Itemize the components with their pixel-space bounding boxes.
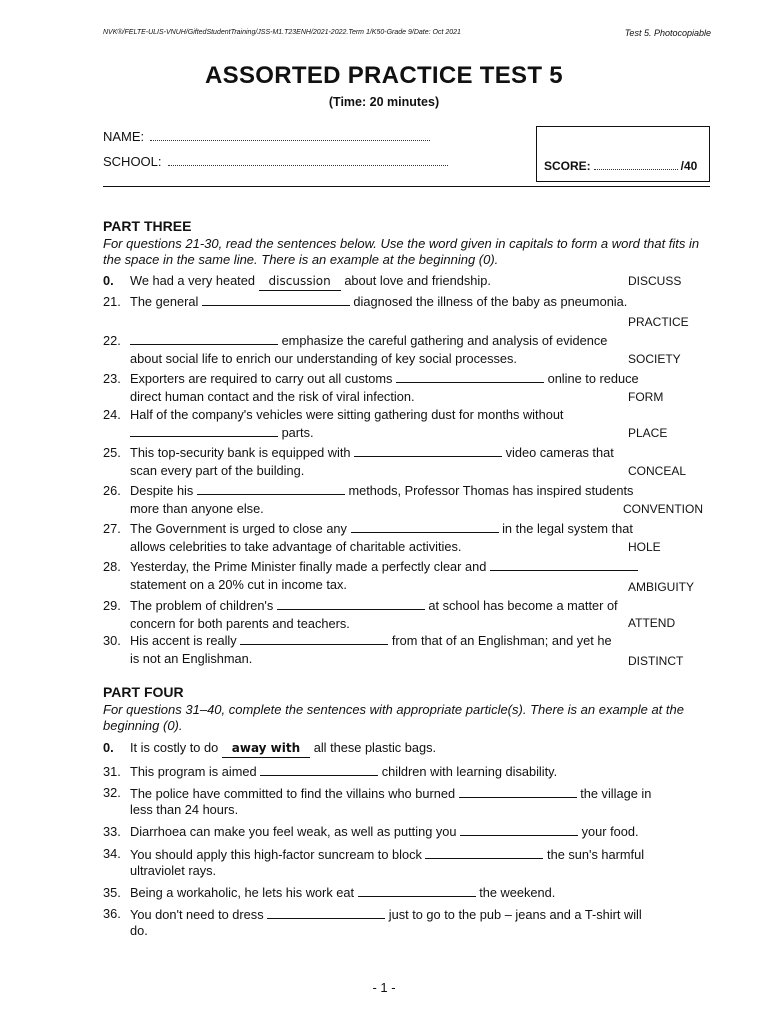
time-limit: (Time: 20 minutes)	[328, 95, 440, 109]
header-course-code: NVK®/FELTE-ULIS-VNUH/GiftedStudentTraining/JSS-M1.T23ENH/2021-2022.Term 1/K50-Grade 9/Date: Oct 2021	[103, 29, 461, 36]
question-text: online to reduce	[547, 371, 639, 386]
answer-blank[interactable]	[351, 520, 499, 533]
question-number: 36.	[103, 906, 121, 921]
answer-blank[interactable]	[396, 370, 544, 383]
example-text-before: We had a very heated	[130, 273, 255, 288]
question-number: 32.	[103, 785, 121, 800]
question-number: 0.	[103, 740, 114, 755]
keyword: DISTINCT	[628, 654, 684, 668]
answer-blank[interactable]	[267, 906, 385, 919]
question-text-line2: direct human contact and the risk of viral infection.	[130, 389, 415, 404]
part-three-title: PART THREE	[103, 218, 192, 234]
part-three-instructions: For questions 21-30, read the sentences below. Use the word given in capitals to form a word that fits in the space in the same line. There is an example at the beginning (0).	[103, 236, 700, 267]
answer-blank[interactable]	[130, 424, 278, 437]
keyword: HOLE	[628, 540, 661, 554]
question-number: 23.	[103, 371, 121, 386]
question-text: the village in	[580, 786, 652, 801]
question-text: diagnosed the illness of the baby as pneumonia.	[353, 294, 628, 309]
school-dotted-line	[168, 155, 448, 166]
question-text: from that of an Englishman; and yet he	[391, 633, 612, 648]
question-text: the sun's harmful	[547, 847, 645, 862]
score-dotted-line[interactable]	[594, 161, 678, 170]
question-text: This top-security bank is equipped with	[130, 445, 351, 460]
score-label: SCORE:	[544, 159, 591, 173]
example-answer: away with	[222, 739, 310, 758]
question-text: at school has become a matter of	[428, 598, 618, 613]
keyword: PRACTICE	[628, 315, 689, 329]
score-box	[536, 126, 710, 182]
question-text-line2: concern for both parents and teachers.	[130, 616, 350, 631]
question-text-line2: do.	[130, 923, 148, 938]
question-text: Being a workaholic, he lets his work eat	[130, 885, 355, 900]
header-photocopiable: Test 5. Photocopiable	[624, 28, 711, 38]
question-text-line2: is not an Englishman.	[130, 651, 253, 666]
question-number: 31.	[103, 764, 121, 779]
page-number: - 1 -	[372, 980, 396, 995]
example-text-before: It is costly to do	[130, 740, 219, 755]
question-text: Exporters are required to carry out all customs	[130, 371, 393, 386]
part-four-instructions: For questions 31–40, complete the sentences with appropriate particle(s). There is an example at the beginning (0).	[103, 702, 684, 733]
question-text: your food.	[581, 824, 639, 839]
question-text: emphasize the careful gathering and analysis of evidence	[281, 333, 608, 348]
example-keyword: DISCUSS	[628, 274, 682, 288]
question-number: 29.	[103, 598, 121, 613]
question-text: the weekend.	[479, 885, 556, 900]
question-text-line2: statement on a 20% cut in income tax.	[130, 577, 347, 592]
answer-blank[interactable]	[260, 763, 378, 776]
question-number: 22.	[103, 333, 121, 348]
answer-blank[interactable]	[277, 597, 425, 610]
question-text: You should apply this high-factor suncream to block	[130, 847, 422, 862]
answer-blank[interactable]	[197, 482, 345, 495]
question-text: The Government is urged to close any	[130, 521, 347, 536]
example-text-after: about love and friendship.	[344, 273, 491, 288]
answer-blank[interactable]	[240, 632, 388, 645]
question-text: You don't need to dress	[130, 907, 264, 922]
question-text-line2: allows celebrities to take advantage of charitable activities.	[130, 539, 462, 554]
school-field[interactable]	[103, 154, 448, 169]
question-number: 35.	[103, 885, 121, 900]
question-number: 27.	[103, 521, 121, 536]
question-number: 21.	[103, 294, 121, 309]
answer-blank[interactable]	[354, 444, 502, 457]
answer-blank[interactable]	[130, 332, 278, 345]
question-text: video cameras that	[505, 445, 614, 460]
question-text: Half of the company's vehicles were sitting gathering dust for months without	[130, 407, 564, 422]
example-answer: discussion	[259, 272, 341, 291]
answer-blank[interactable]	[490, 558, 638, 571]
question-text: The problem of children's	[130, 598, 274, 613]
answer-blank[interactable]	[202, 293, 350, 306]
divider-line	[103, 186, 710, 187]
school-label: SCHOOL:	[103, 154, 162, 169]
question-text: just to go to the pub – jeans and a T-shirt will	[388, 907, 642, 922]
name-label: NAME:	[103, 129, 145, 144]
keyword: ATTEND	[628, 616, 676, 630]
question-text: methods, Professor Thomas has inspired students	[348, 483, 634, 498]
question-number: 33.	[103, 824, 121, 839]
question-text: The police have committed to find the villains who burned	[130, 786, 456, 801]
keyword: CONCEAL	[628, 464, 687, 478]
keyword: FORM	[628, 390, 664, 404]
answer-blank[interactable]	[460, 823, 578, 836]
name-dotted-line	[150, 130, 430, 141]
question-number: 0.	[103, 273, 114, 288]
example-text-after: all these plastic bags.	[313, 740, 437, 755]
score-total: /40	[680, 159, 698, 173]
question-number: 30.	[103, 633, 121, 648]
question-text-line2: less than 24 hours.	[130, 802, 239, 817]
part-four-title: PART FOUR	[103, 684, 184, 700]
question-text-line2: parts.	[281, 425, 314, 440]
question-text: His accent is really	[130, 633, 237, 648]
name-field[interactable]	[103, 129, 430, 144]
question-text-line2: about social life to enrich our understanding of key social processes.	[130, 351, 517, 366]
question-text: This program is aimed	[130, 764, 257, 779]
question-text-line2: ultraviolet rays.	[130, 863, 217, 878]
question-number: 34.	[103, 846, 121, 861]
question-text: children with learning disability.	[381, 764, 558, 779]
score-line	[544, 159, 697, 173]
question-number: 24.	[103, 407, 121, 422]
question-text: in the legal system that	[502, 521, 633, 536]
question-number: 25.	[103, 445, 121, 460]
question-number: 26.	[103, 483, 121, 498]
keyword: AMBIGUITY	[628, 580, 695, 594]
answer-blank[interactable]	[459, 785, 577, 798]
question-text-line2: scan every part of the building.	[130, 463, 305, 478]
keyword: PLACE	[628, 426, 668, 440]
answer-blank[interactable]	[358, 884, 476, 897]
keyword: CONVENTION	[623, 502, 704, 516]
question-text: Diarrhoea can make you feel weak, as well as putting you	[130, 824, 457, 839]
question-text: Yesterday, the Prime Minister finally made a perfectly clear and	[130, 559, 487, 574]
answer-blank[interactable]	[425, 846, 543, 859]
question-text: The general	[130, 294, 199, 309]
question-text-line2: more than anyone else.	[130, 501, 264, 516]
page-title: ASSORTED PRACTICE TEST 5	[205, 62, 563, 89]
question-text: Despite his	[130, 483, 194, 498]
keyword: SOCIETY	[628, 352, 681, 366]
question-number: 28.	[103, 559, 121, 574]
